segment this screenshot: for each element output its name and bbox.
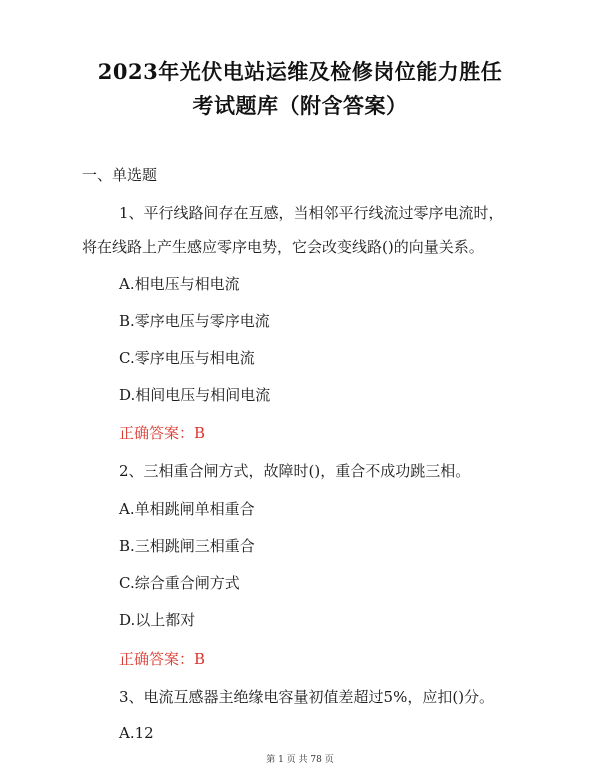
question-2-option-b: B.三相跳闸三相重合	[119, 537, 255, 555]
question-1-option-d: D.相间电压与相间电流	[119, 386, 271, 404]
page-footer: 第 1 页 共 78 页	[266, 755, 334, 765]
question-1-stem-line-1: 1、平行线路间存在互感，当相邻平行线流过零序电流时，	[119, 204, 504, 222]
question-1-option-c: C.零序电压与相电流	[119, 349, 255, 367]
question-1-option-a: A.相电压与相电流	[119, 275, 240, 293]
question-1-answer: 正确答案：B	[119, 424, 206, 442]
document-title-line-2: 考试题库（附含答案）	[192, 93, 408, 118]
document-title-line-1: 2023年光伏电站运维及检修岗位能力胜任	[97, 59, 503, 84]
section-heading: 一、单选题	[82, 166, 158, 184]
question-2-answer: 正确答案：B	[119, 650, 206, 668]
question-1-stem-line-2: 将在线路上产生感应零序电势，它会改变线路()的向量关系。	[82, 238, 484, 256]
question-1-option-b: B.零序电压与零序电流	[119, 312, 270, 330]
question-2-option-d: D.以上都对	[119, 611, 196, 629]
question-3-stem-line-1: 3、电流互感器主绝缘电容量初值差超过5%，应扣()分。	[119, 688, 495, 706]
question-2-option-c: C.综合重合闸方式	[119, 574, 240, 592]
question-3-option-a: A.12	[119, 724, 154, 742]
question-2-option-a: A.单相跳闸单相重合	[119, 500, 255, 518]
question-2-stem-line-1: 2、三相重合闸方式，故障时()，重合不成功跳三相。	[119, 462, 471, 480]
